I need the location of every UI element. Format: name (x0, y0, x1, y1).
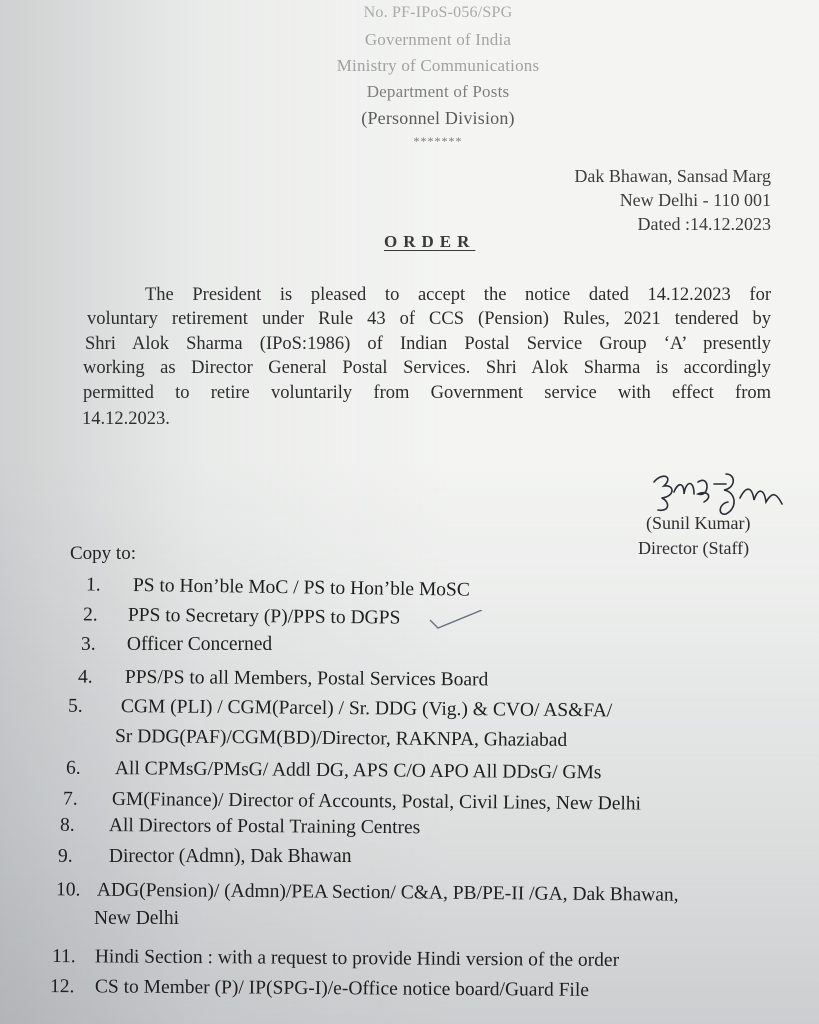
copy-item (58, 846, 351, 868)
copy-item (60, 815, 420, 840)
body-line: 14.12.2023. (82, 409, 170, 429)
department-name: Department of Posts (366, 82, 510, 101)
copy-item-number: 10. (55, 879, 81, 901)
copy-item (68, 696, 612, 723)
copy-item-text: Hindi Section : with a request to provide Hindi version of the order (94, 946, 620, 971)
copy-item-number: 4. (77, 666, 93, 688)
division-name: (Personnel Division) (361, 108, 515, 128)
copy-item-continuation: New Delhi (94, 908, 180, 929)
file-number: No. PF-IPoS-056/SPG (363, 4, 513, 21)
body-line: Shri Alok Sharma (IPoS:1986) of Indian Postal Service Group ‘A’ presently (85, 334, 771, 354)
copy-item-text: All CPMsG/PMsG/ Addl DG, APS C/O APO All DDsG/ GMs (114, 758, 602, 784)
body-line: working as Director General Postal Services. Shri Alok Sharma is accordingly (83, 358, 771, 378)
signatory-designation: Director (Staff) (638, 538, 750, 558)
address-line-1: Dak Bhawan, Sansad Marg (574, 166, 771, 186)
copy-item (78, 667, 488, 692)
order-title: ORDER (384, 232, 476, 251)
copy-item-number: 1. (85, 574, 101, 596)
order-body (83, 284, 771, 434)
header-separator: ******* (413, 134, 463, 148)
body-line: permitted to retire voluntarily from Government service with effect from (83, 383, 771, 403)
copy-item-text: GM(Finance)/ Director of Accounts, Postal, Civil Lines, New Delhi (111, 788, 642, 815)
copy-item-number: 7. (62, 788, 78, 810)
address-line-2: New Delhi - 110 001 (619, 190, 771, 210)
copy-item-continuation: Sr DDG(PAF)/CGM(BD)/Director, RAKNPA, Ghaziabad (114, 726, 568, 751)
copy-item-number: 11. (51, 946, 76, 968)
checkmark-icon (428, 610, 484, 634)
government-name: Government of India (364, 30, 512, 49)
copy-item-text: ADG(Pension)/ (Admn)/PEA Section/ C&A, PB/PE-II /GA, Dak Bhawan, (96, 879, 679, 906)
copy-item-number: 9. (58, 846, 73, 867)
copy-item (81, 634, 272, 656)
copy-item-number: 8. (59, 814, 75, 836)
copy-item-number: 2. (82, 604, 98, 626)
ministry-name: Ministry of Communications (336, 56, 540, 75)
copy-item-text: Officer Concerned (126, 634, 273, 655)
order-date: Dated :14.12.2023 (637, 214, 771, 234)
copy-item-text: All Directors of Postal Training Centres (108, 815, 421, 839)
copy-item (83, 604, 401, 629)
copy-item (56, 879, 679, 906)
copy-item-text: CS to Member (P)/ IP(SPG-I)/e-Office notice board/Guard File (94, 976, 590, 1001)
copy-item-text: PPS/PS to all Members, Postal Services Board (124, 666, 489, 691)
copy-item-text: PS to Hon’ble MoC / PS to Hon’ble MoSC (132, 574, 470, 601)
copy-item-number: 5. (67, 695, 83, 717)
copy-item (86, 574, 470, 601)
copy-item-text: CGM (PLI) / CGM(Parcel) / Sr. DDG (Vig.) & CVO/ AS&FA/ (120, 696, 613, 722)
copy-item (66, 758, 602, 785)
copy-item (63, 788, 641, 815)
signatory-name: (Sunil Kumar) (646, 513, 751, 533)
copy-item-number: 3. (81, 634, 96, 655)
copy-item-text: PPS to Secretary (P)/PPS to DGPS (127, 604, 401, 629)
copy-item-number: 12. (49, 976, 75, 998)
copy-item (50, 976, 589, 1002)
body-line: The President is pleased to accept the notice dated 14.12.2023 for (145, 285, 771, 305)
body-line: voluntary retirement under Rule 43 of CCS (Pension) Rules, 2021 tendered by (87, 309, 771, 329)
copy-item (52, 946, 619, 972)
copy-item-number: 6. (65, 757, 81, 779)
copy-item-text: Director (Admn), Dak Bhawan (108, 846, 352, 867)
copy-to-label: Copy to: (70, 543, 136, 564)
